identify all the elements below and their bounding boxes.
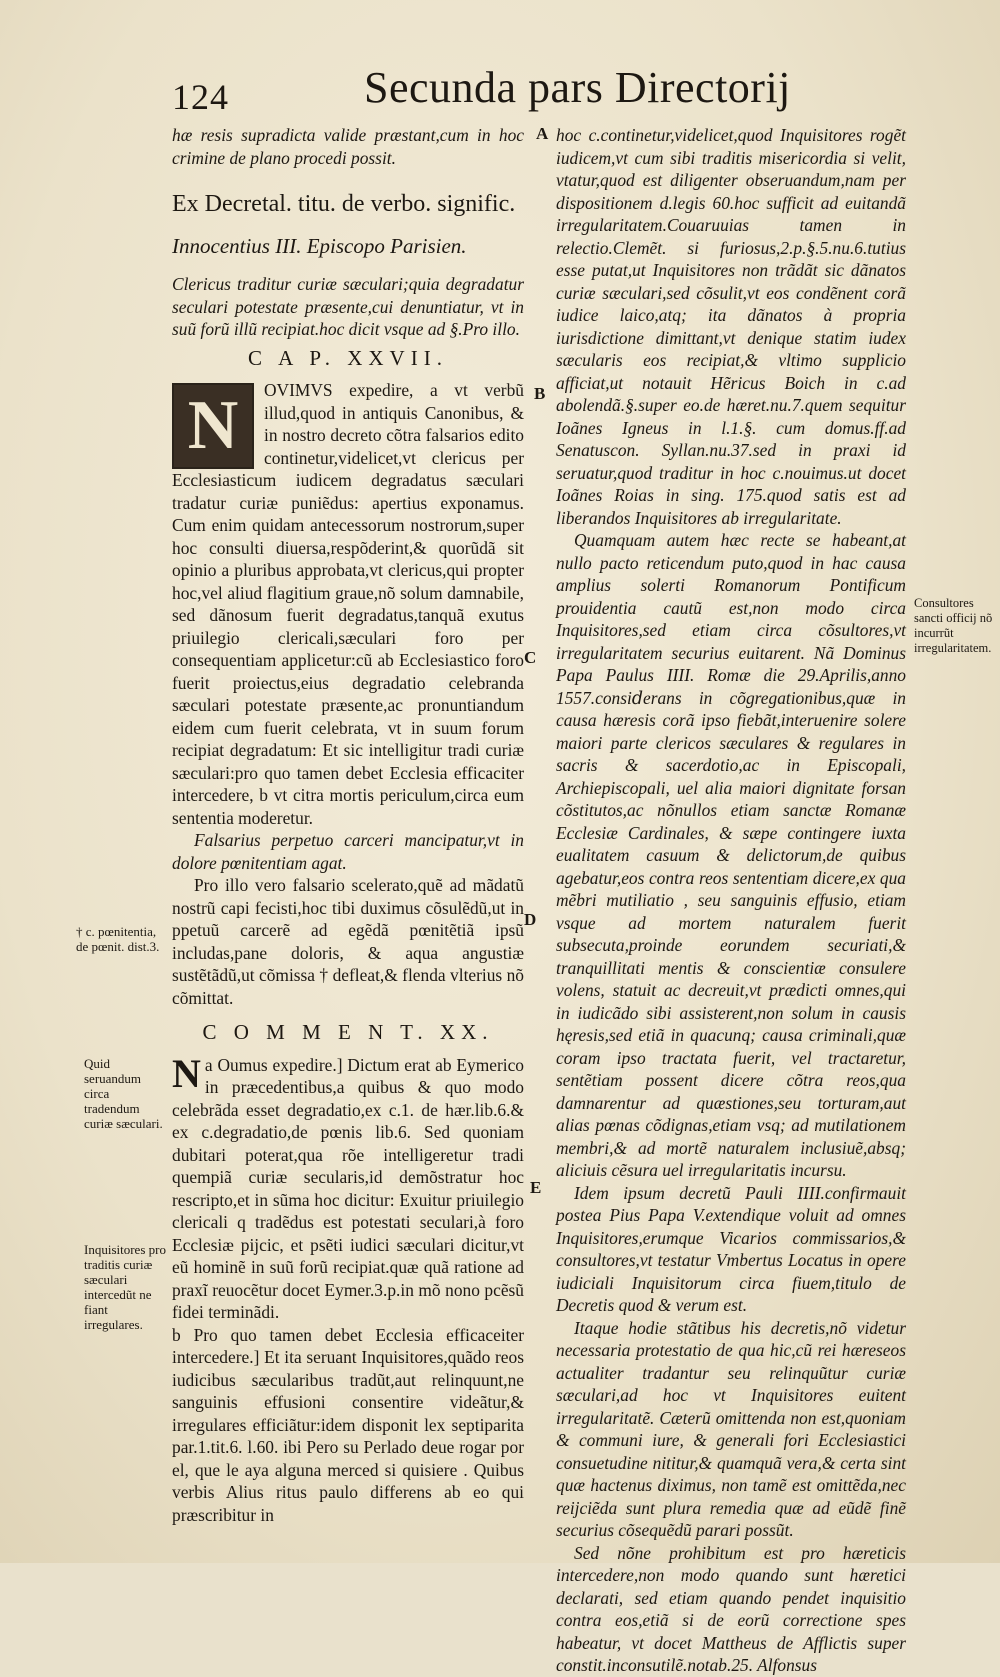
innocent-heading: Innocentius III. Episcopo Parisien. xyxy=(172,234,467,258)
left-paragraph-continuation: hæ resis supradicta valide præstant,cum in hoc crimine de plano procedi possit. xyxy=(172,125,524,168)
page-number: 124 xyxy=(172,77,229,117)
section-letter-d: D xyxy=(524,910,537,929)
margin-note-poenitentia: † c. pœnitentia, de pœnit. dist.3. xyxy=(76,924,160,954)
comment-b xyxy=(172,1324,524,1527)
left-column xyxy=(172,124,524,1526)
comment-b-mark: b xyxy=(172,1324,181,1345)
right-column xyxy=(556,124,906,1677)
comment-a-mark: a xyxy=(204,1054,213,1075)
pro-illo-text: Pro illo vero falsario scelerato,quẽ ad mãdatũ nostrũ capi fecisti,hoc tibi duximus cõsulẽdũ,ut in ppetuũ carcerẽ ad egẽdã pœnitẽtiã ipsũ includas,pane doloris, & aqua angustiæ sustẽtãdũ,ut cõmissa † defleat,& flenda vlterius nõ cõmittat. xyxy=(172,875,524,1008)
chapter-summary: Clericus traditur curiæ sæculari;quia degradatur seculari potestate præsente,cui denuntiatur, vt in suũ forũ illũ recipiat.hoc dicit vsque ad §.Pro illo. xyxy=(172,274,524,339)
section-letter-b: B xyxy=(534,384,546,403)
section-letter-a: A xyxy=(536,124,549,143)
comment-heading: C O M M E N T. XX. xyxy=(202,1020,494,1044)
right-paragraph-5: Sed nõne prohibitum est pro hæreticis intercedere,non modo quando sunt hæretici declarati, sed etiam quando pendet inquisitio contra eos,etiã si de eorũ correctione spes habeatur, vt docet Mattheus de Afflictis super constit.inconsutilẽ.notab.25. Alfonsus xyxy=(556,1542,906,1675)
decorated-initial-letter: N xyxy=(187,387,239,464)
comment-initial: N xyxy=(172,1050,201,1096)
falsarius-summary: Falsarius perpetuo carceri mancipatur,vt in dolore pœnitentiam agat. xyxy=(172,830,524,873)
decorated-initial xyxy=(172,383,254,469)
section-letter-e: E xyxy=(530,1178,542,1197)
margin-note-quid-seruandum: Quid seruandum circa tradendum curiæ sæculari. xyxy=(84,1056,163,1131)
right-paragraph-2: Quamquam autem hæc recte se habeant,at nullo pacto reticendum puto,quod in hac causa amplius solerti Romanorum Pontificum prouidentia cautũ est,non modo circa Inquisitores,sed etiam circa cõsultores,vt irregularitatem securius euitarent. Nã Dominus Papa Paulus IIII. Romæ die 29.Aprilis,anno 1557.consiⅾerans in cõgregationibus,quæ in causa hæresis corã ipso fiebãt,interuenire solere maiori parte clericos sæculares & regulares in sacris & sacerdotio,ac in Episcopali, Archiepiscopali, uel alia maiori dignitate forsan cõstitutos,ac nõnullos etiam sanctæ Romanæ Ecclesiæ Cardinales, & sæpe contingere iuxta eualitatem casuum & delictorum,de quibus agebatur,eos contra reos sententiam dicere,ex qua mẽbri mutiliatio , seu sanguinis effusio, etiam vsque ad mortem naturalem fuerit subsecuta,proinde eorundem securiati,& tranquillitati mentis & conscientiæ consulere volens, statuit ac decreuit,vt prædicti omnes,qui in iudicãdo sibi assisterent,non solum in causis hęresis,sed etiã in quacunq; causa criminali,quæ coram ipso tractata fuerit, vel tractaretur, sentẽtiam possent dicere cõtra reos,qua damnarentur ad quæstiones,seu torturam,aut alias pœnas cõdignas,etiam vsq; ad mutilationem membri,& ad mortẽ naturalem inclusiuẽ,absq; aliciuis cẽsura uel irregularitatis incursu. xyxy=(556,530,906,1180)
right-paragraph-1: hoc c.continetur,videlicet,quod Inquisitores rogẽt iudicem,vt cum sibi traditis misericordia si velit, vtatur,quod est diligenter obseruandum,nam per dispositionem d.legis 60.hoc sufficit ad euitandã irregularitatem.Couaruuias tamen in relectio.Clemẽt. si furiosus,2.p.§.5.nu.6.tutius esse putat,ut Inquisitores non trãdãt sic dãnatos curiæ sæculari,sed cõsulit,vt eos condẽnent corã iudice laico,atq; ita dãnatos à propria iurisdictione dimittant,vt denique statim iudex sæcularis eos recipiat,& vltimo supplicio afficiat,ut notauit Hẽricus Boich in c.ad abolendã.§.super eo.de hæret.nu.7.quem sequitur Ioãnes Igneus in l.1.§. cum domus.ff.ad Senatuscon. Syllan.nu.37.sed in praxi id seruatur,quod traditur in hoc c.nouimus.ut docet Ioãnes Roias in sing. 175.quod satis est ad liberandos Inquisitores ab irregularitate. xyxy=(556,125,906,528)
chapter-text: OVIMVS expedire, a vt verbũ illud,quod in antiquis Canonibus, & in nostro decreto cõtra falsarios edito continetur,videlicet,vt clericus per Ecclesiasticum iudicem degradatus sæculari tradatur curiæ puniẽdus: apertius exponamus. Cum enim quidam antecessorum nostrorum,super hoc consulti diuersa,respõderint,& quorũdã sit opinio a pluribus approbata,vt clericus,qui propter hoc,vel aliud flagitium graue,nõ solum damnabile, sed dãnosum fuerit degradatus,tanquã exutus priuilegio clericali,sæculari foro per consequentiam applicetur:cũ ab Ecclesiastico foro fuerit proiectus,eius degradatio celebranda sæculari potestate præsente,ac pronuntiandum eidem cum fuerit celebrata, vt in suum forum recipiat degradatum: Et sic intelligitur tradi curiæ sæculari:pro quo tamen debet Ecclesia efficaciter intercedere, b vt citra mortis periculum,circa eum sententia moderetur. xyxy=(172,380,524,828)
decretal-heading: Ex Decretal. titu. de verbo. signific. xyxy=(172,191,516,217)
running-head: Secunda pars Directorij xyxy=(364,63,791,112)
section-letter-c: C xyxy=(524,648,537,667)
margin-note-inquisitores: Inquisitores pro traditis curiæ sæculari intercedũt ne fiant irregulares. xyxy=(84,1242,166,1332)
margin-note-consultores: Consultores sancti officij nõ incurrũt irregularitatem. xyxy=(914,596,993,655)
comment-b-text: Pro quo tamen debet Ecclesia efficaceiter intercedere.] Et ita seruant Inquisitores,quãdo reos iudicibus sæcularibus tradũt,aut relinquunt,ne sanguinis effusioni consentire videãtur,& irregulares efficiãtur:idem disponit lex septiparita par.1.tit.6. l.60. ibi Pero su Perlado deue rogar por el, que le aya alguna merced si quisiere . Quibus verbis Alius ritus paulo differens ab eo qui præscribitur in xyxy=(172,1324,524,1525)
comment-a-text: Oumus expedire.] Dictum erat ab Eymerico in præcedentibus,a quibus & quo modo celebrãda esset degradatio,ex c.1. de hær.lib.6.& ex c.degradatio,de pœnis lib.6. Sed quoniam dubitari poterat,qua rõe intelligeretur tradi quempiã curiæ secularis,id demõstratur hoc rescripto,et in sũma hoc dicitur: Exuitur priuilegio clericali q tradẽdus est potestati seculari,à foro Ecclesiæ pijcic, et psẽti iudici sæculari dicitur,vt eũ hominẽ in suũ forũ recipiat.quæ quã ratione ad praxĩ reuocẽtur docet Eymer.3.p.in mõ nono pcẽsũ fidei terminãdi. xyxy=(172,1054,524,1322)
right-paragraph-4: Itaque hodie stãtibus his decretis,nõ videtur necessaria protestatio de qua hic,cũ rei hæreseos actualiter tradantur seu relinquũtur curiæ sæculari,ad hoc vt Inquisitores euitent irregularitatẽ. Cæterũ omittenda non est,quoniam & communi iure, & generali fori Ecclesiastici consuetudine nititur,& quamquã vera,& certa sint quæ hactenus diximus, non tamẽ est omittẽda,nec reijciẽda sunt plura remedia quæ ad eũdẽ finẽ securius cõsequẽdũ parari possũt. xyxy=(556,1317,906,1540)
page-header xyxy=(172,62,791,122)
comment-a xyxy=(172,1050,524,1324)
chapter-heading: C A P. XXVII. xyxy=(248,345,448,370)
right-paragraph-3: Idem ipsum decretũ Pauli IIII.confirmauit postea Pius Papa V.extendique voluit ad omnes Inquisitores,erumque Vicarios commissarios,& consultores,vt testatur Vmbertus Locatus in opere iudiciali Inquisitorum circa fiuem,titulo de Decretis quod & verum est. xyxy=(556,1182,906,1315)
